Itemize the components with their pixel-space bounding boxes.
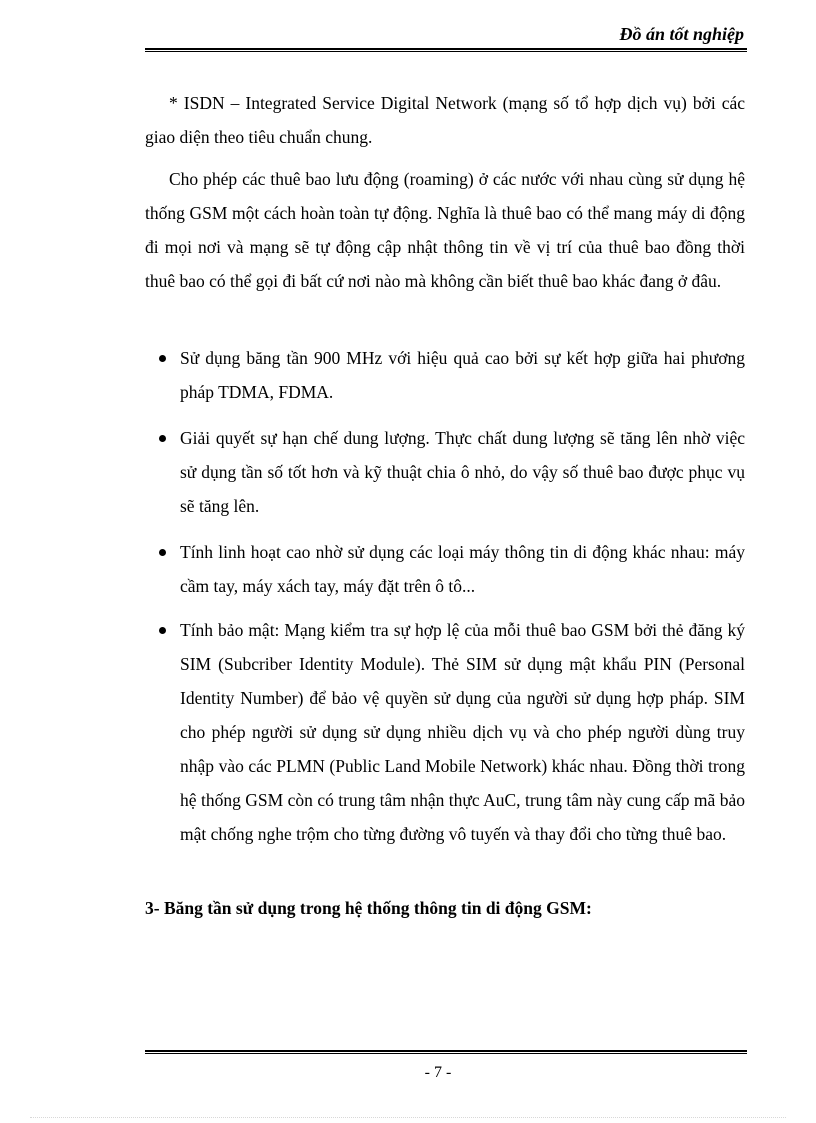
list-item xyxy=(145,421,745,523)
bullet-icon xyxy=(159,627,166,634)
list-item xyxy=(145,341,745,409)
bullet-icon xyxy=(159,435,166,442)
paragraph-text: * ISDN – Integrated Service Digital Network (mạng số tổ hợp dịch vụ) bởi các giao diện theo tiêu chuẩn chung. xyxy=(145,93,745,147)
list-item xyxy=(145,613,745,851)
list-item-text: Tính bảo mật: Mạng kiểm tra sự hợp lệ của mỗi thuê bao GSM bởi thẻ đăng ký SIM (Subcriber Identity Module). Thẻ SIM sử dụng mật khẩu PIN (Personal Identity Number) để bảo vệ quyền sử dụng của người sử dụng hợp pháp. SIM cho phép người sử dụng sử dụng nhiều dịch vụ và cho phép người dùng truy nhập vào các PLMN (Public Land Mobile Network) khác nhau. Đồng thời trong hệ thống GSM còn có trung tâm nhận thực AuC, trung tâm này cung cấp mã bảo mật chống nghe trộm cho từng đường vô tuyến và thay đổi cho từng thuê bao. xyxy=(180,620,745,844)
paragraph-roaming xyxy=(145,162,745,298)
header-rule xyxy=(145,48,747,52)
section-heading: 3- Băng tần sử dụng trong hệ thống thông tin di động GSM: xyxy=(145,898,592,918)
paragraph-isdn xyxy=(145,86,745,154)
header-title: Đồ án tốt nghiệp xyxy=(619,24,744,44)
page-edge-divider xyxy=(30,1117,786,1118)
bullet-icon xyxy=(159,549,166,556)
list-item xyxy=(145,535,745,603)
list-item-text: Tính linh hoạt cao nhờ sử dụng các loại máy thông tin di động khác nhau: máy cầm tay, máy xách tay, máy đặt trên ô tô... xyxy=(180,542,745,596)
list-item-text: Sử dụng băng tần 900 MHz với hiệu quả cao bởi sự kết hợp giữa hai phương pháp TDMA, FDMA. xyxy=(180,348,745,402)
list-item-text: Giải quyết sự hạn chế dung lượng. Thực chất dung lượng sẽ tăng lên nhờ việc sử dụng tần số tốt hơn và kỹ thuật chia ô nhỏ, do vậy số thuê bao được phục vụ sẽ tăng lên. xyxy=(180,428,745,516)
page-number: - 7 - xyxy=(424,1064,452,1081)
footer-rule xyxy=(145,1050,747,1054)
paragraph-text: Cho phép các thuê bao lưu động (roaming) ở các nước với nhau cùng sử dụng hệ thống GSM một cách hoàn toàn tự động. Nghĩa là thuê bao có thể mang máy di động đi mọi nơi và mạng sẽ tự động cập nhật thông tin về vị trí của thuê bao đồng thời thuê bao có thể gọi đi bất cứ nơi nào mà không cần biết thuê bao khác đang ở đâu. xyxy=(145,169,745,291)
bullet-icon xyxy=(159,355,166,362)
